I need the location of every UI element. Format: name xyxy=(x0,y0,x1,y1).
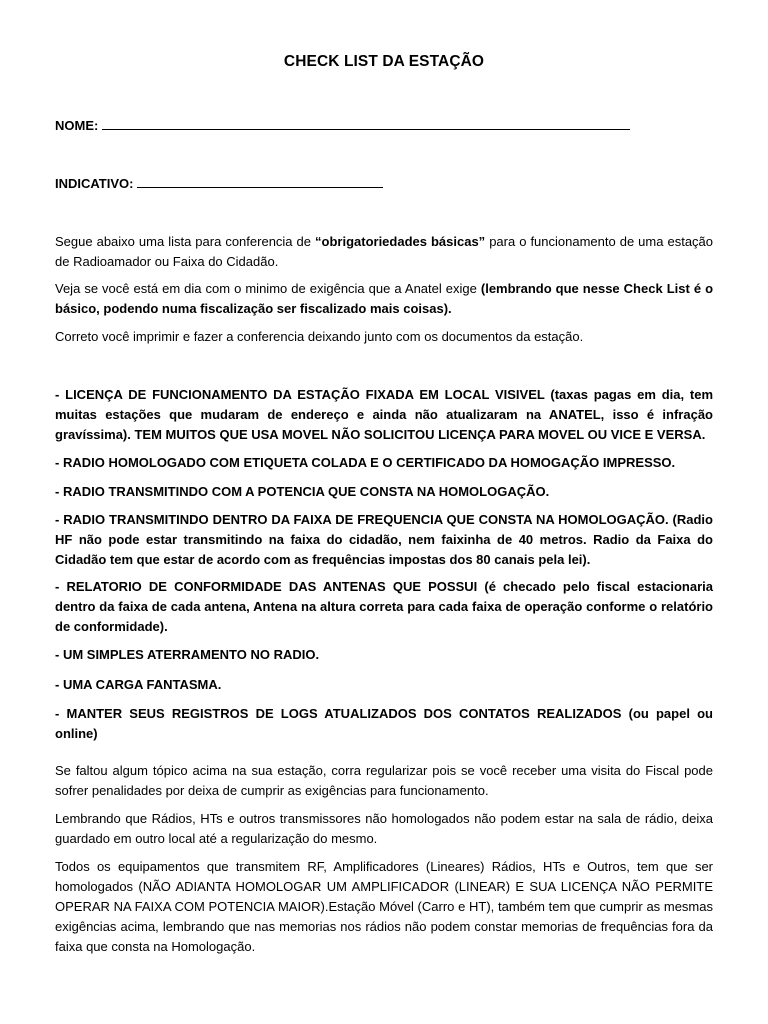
checklist-item-frequency: - RADIO TRANSMITINDO DENTRO DA FAIXA DE FREQUENCIA QUE CONSTA NA HOMOLOGAÇÃO. (Radio HF não pode estar transmitindo na faixa do cidadão, nem faixinha de 40 metros. Radio da Faixa do Cidadão tem que estar de acordo com as frequências impostas dos 80 canais pela lei). xyxy=(55,512,713,567)
checklist-item-grounding: - UM SIMPLES ATERRAMENTO NO RADIO. xyxy=(55,647,320,662)
checklist-item-homologated-radio: - RADIO HOMOLOGADO COM ETIQUETA COLADA E O CERTIFICADO DA HOMOGAÇÃO IMPRESSO. xyxy=(55,455,676,470)
checklist-item-license: - LICENÇA DE FUNCIONAMENTO DA ESTAÇÃO FIXADA EM LOCAL VISIVEL (taxas pagas em dia, tem muitas estações que mudaram de endereço e ainda não atualizaram na ANATEL, isso é infração gravíssima). TEM MUITOS QUE USA MOVEL NÃO SOLICITOU LICENÇA PARA MOVEL OU VICE E VERSA. xyxy=(55,387,713,442)
intro-p2-text-a: Veja se você está em dia com o minimo de exigência que a Anatel exige xyxy=(55,281,481,296)
intro-p1-text-c: para o funcionamento de uma estação de Radioamador ou Faixa do Cidadão. xyxy=(55,234,714,269)
intro-p2-bold: (lembrando que nesse Check List é o básico, podendo numa fiscalização ser fiscalizado mais coisas). xyxy=(55,281,714,316)
closing-paragraph-2: Lembrando que Rádios, HTs e outros transmissores não homologados não podem estar na sala de rádio, deixa guardado em outro local até a regularização do mesmo. xyxy=(55,811,713,846)
nome-field xyxy=(55,117,630,133)
intro-paragraph-2 xyxy=(55,279,713,319)
nome-blank-line xyxy=(102,117,630,130)
indicativo-label: INDICATIVO: xyxy=(55,176,134,191)
nome-label: NOME: xyxy=(55,118,99,133)
indicativo-field xyxy=(55,175,383,191)
closing-paragraph-3: Todos os equipamentos que transmitem RF, Amplificadores (Lineares) Rádios, HTs e Outros, tem que ser homologados (NÃO ADIANTA HOMOLOGAR UM AMPLIFICADOR (LINEAR) E SUA LICENÇA NÃO PERMITE OPERAR NA FAIXA COM POTENCIA MAIOR).Estação Móvel (Carro e HT), também tem que cumprir as mesmas exigências acima, lembrando que nas memorias nos rádios não podem constar memorias de frequências fora da faixa que consta na Homologação. xyxy=(55,859,713,954)
checklist-item-dummy-load: - UMA CARGA FANTASMA. xyxy=(55,677,222,692)
checklist-item-logs: - MANTER SEUS REGISTROS DE LOGS ATUALIZADOS DOS CONTATOS REALIZADOS (ou papel ou online) xyxy=(55,706,713,741)
intro-p1-bold: “obrigatoriedades básicas” xyxy=(315,234,486,249)
intro-paragraph-1 xyxy=(55,232,713,272)
checklist-item-antenna-report: - RELATORIO DE CONFORMIDADE DAS ANTENAS QUE POSSUI (é checado pelo fiscal estacionaria dentro da faixa de cada antena, Antena na altura correta para cada faixa de operação conforme o relatório de conformidade). xyxy=(55,579,713,634)
page-title: CHECK LIST DA ESTAÇÃO xyxy=(283,53,485,70)
indicativo-blank-line xyxy=(137,175,383,188)
checklist-item-power: - RADIO TRANSMITINDO COM A POTENCIA QUE CONSTA NA HOMOLOGAÇÃO. xyxy=(55,484,550,499)
closing-paragraph-1: Se faltou algum tópico acima na sua estação, corra regularizar pois se você receber uma visita do Fiscal pode sofrer penalidades por deixa de cumprir as exigências para funcionamento. xyxy=(55,763,713,798)
intro-paragraph-3: Correto você imprimir e fazer a conferencia deixando junto com os documentos da estação. xyxy=(55,329,584,344)
intro-p1-text-a: Segue abaixo uma lista para conferencia de xyxy=(55,234,316,249)
